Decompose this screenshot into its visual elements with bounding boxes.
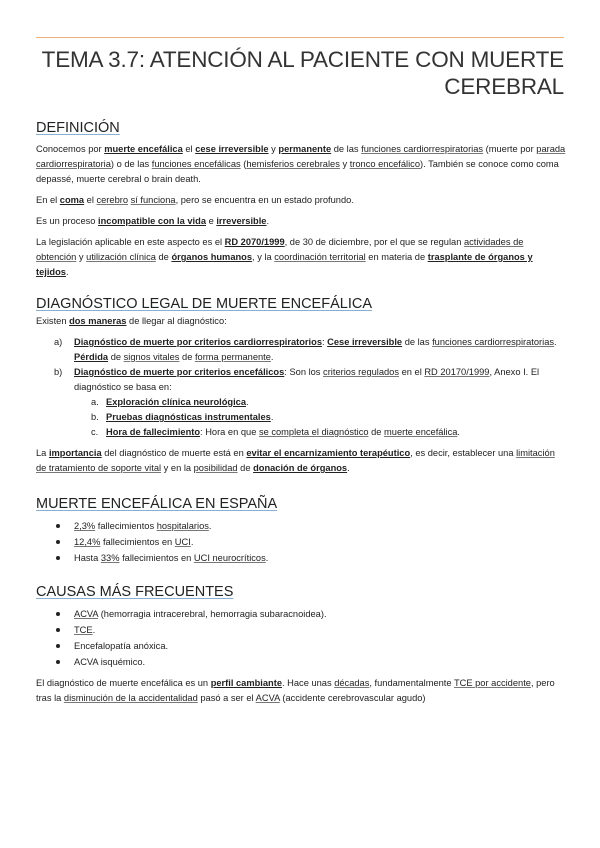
paragraph-proceso: Es un proceso incompatible con la vida e irreversible. <box>36 216 270 226</box>
list-item: 12,4% fallecimientos en UCI. <box>36 534 566 550</box>
list-item: ACVA (hemorragia intracerebral, hemorragia subaracnoidea). <box>36 606 566 622</box>
list-item: Encefalopatía anóxica. <box>36 638 566 654</box>
page-title: TEMA 3.7: ATENCIÓN AL PACIENTE CON MUERTE CEREBRAL <box>41 47 564 99</box>
list-item: b) Diagnóstico de muerte por criterios encefálicos: Son los criterios regulados en el RD 20170/1999, Anexo I. El diagnóstico se basa en: a. Exploración clínica neurológica. b. Pruebas diagnósticas instrumentales. c. Hora de fallecimiento: Hora en que se completa el diagnóstico de muerte encefálica. <box>36 365 566 440</box>
list-marker: a. <box>91 397 99 407</box>
list-marker: b) <box>54 367 63 377</box>
section-heading-definicion: DEFINICIÓN <box>36 120 120 136</box>
header-rule <box>36 37 564 38</box>
list-item: ACVA isquémico. <box>36 654 566 670</box>
list-item: Hasta 33% fallecimientos en UCI neurocríticos. <box>36 550 566 566</box>
espana-list <box>36 518 566 566</box>
document-body <box>36 118 566 706</box>
list-item: b. Pruebas diagnósticas instrumentales. <box>36 410 566 425</box>
list-marker: c. <box>91 427 99 437</box>
bullet-icon <box>56 660 60 664</box>
list-item: a) Diagnóstico de muerte por criterios cardiorrespiratorios: Cese irreversible de las funciones cardiorrespiratorias. Pérdida de signos vitales de forma permanente. <box>54 337 557 362</box>
bullet-icon <box>56 540 60 544</box>
section-heading-causas: CAUSAS MÁS FRECUENTES <box>36 584 234 600</box>
bullet-icon <box>56 628 60 632</box>
causas-list <box>36 606 566 670</box>
paragraph-diagnostico-intro: Existen dos maneras de llegar al diagnóstico: <box>36 316 227 326</box>
paragraph-legislacion: La legislación aplicable en este aspecto es el RD 2070/1999, de 30 de diciembre, por el que se regulan actividades de obtención y utilización clínica de órganos humanos, y la coordinación territorial en materia de trasplante de órganos y tejidos. <box>36 237 533 277</box>
paragraph-definicion: Conocemos por muerte encefálica el cese irreversible y permanente de las funciones cardiorrespiratorias (muerte por parada cardiorrespiratoria) o de las funciones encefálicas (hemisferios cerebrales y tronco encefálico). También se conoce como coma depassé, muerte cerebral o brain death. <box>36 144 566 184</box>
paragraph-coma: En el coma el cerebro sí funciona, pero se encuentra en un estado profundo. <box>36 195 354 205</box>
bullet-icon <box>56 644 60 648</box>
bullet-icon <box>56 556 60 560</box>
list-marker: b. <box>91 412 99 422</box>
section-heading-espana: MUERTE ENCEFÁLICA EN ESPAÑA <box>36 496 278 512</box>
list-marker: a) <box>54 337 63 347</box>
criterios-sublist <box>36 395 566 440</box>
diagnostico-list <box>36 335 566 440</box>
bullet-icon <box>56 524 60 528</box>
bullet-icon <box>56 612 60 616</box>
list-item: a. Exploración clínica neurológica. <box>36 395 566 410</box>
list-item: TCE. <box>36 622 566 638</box>
section-heading-diagnostico: DIAGNÓSTICO LEGAL DE MUERTE ENCEFÁLICA <box>36 296 372 312</box>
paragraph-perfil: El diagnóstico de muerte encefálica es un perfil cambiante. Hace unas décadas, fundamentalmente TCE por accidente, pero tras la disminución de la accidentalidad pasó a ser el ACVA (accidente cerebrovascular agudo) <box>36 678 555 703</box>
list-item: 2,3% fallecimientos hospitalarios. <box>36 518 566 534</box>
list-item: c. Hora de fallecimiento: Hora en que se completa el diagnóstico de muerte encefálica. <box>36 425 566 440</box>
paragraph-importancia: La importancia del diagnóstico de muerte está en evitar el encarnizamiento terapéutico, es decir, establecer una limitación de tratamiento de soporte vital y en la posibilidad de donación de órganos. <box>36 448 555 473</box>
